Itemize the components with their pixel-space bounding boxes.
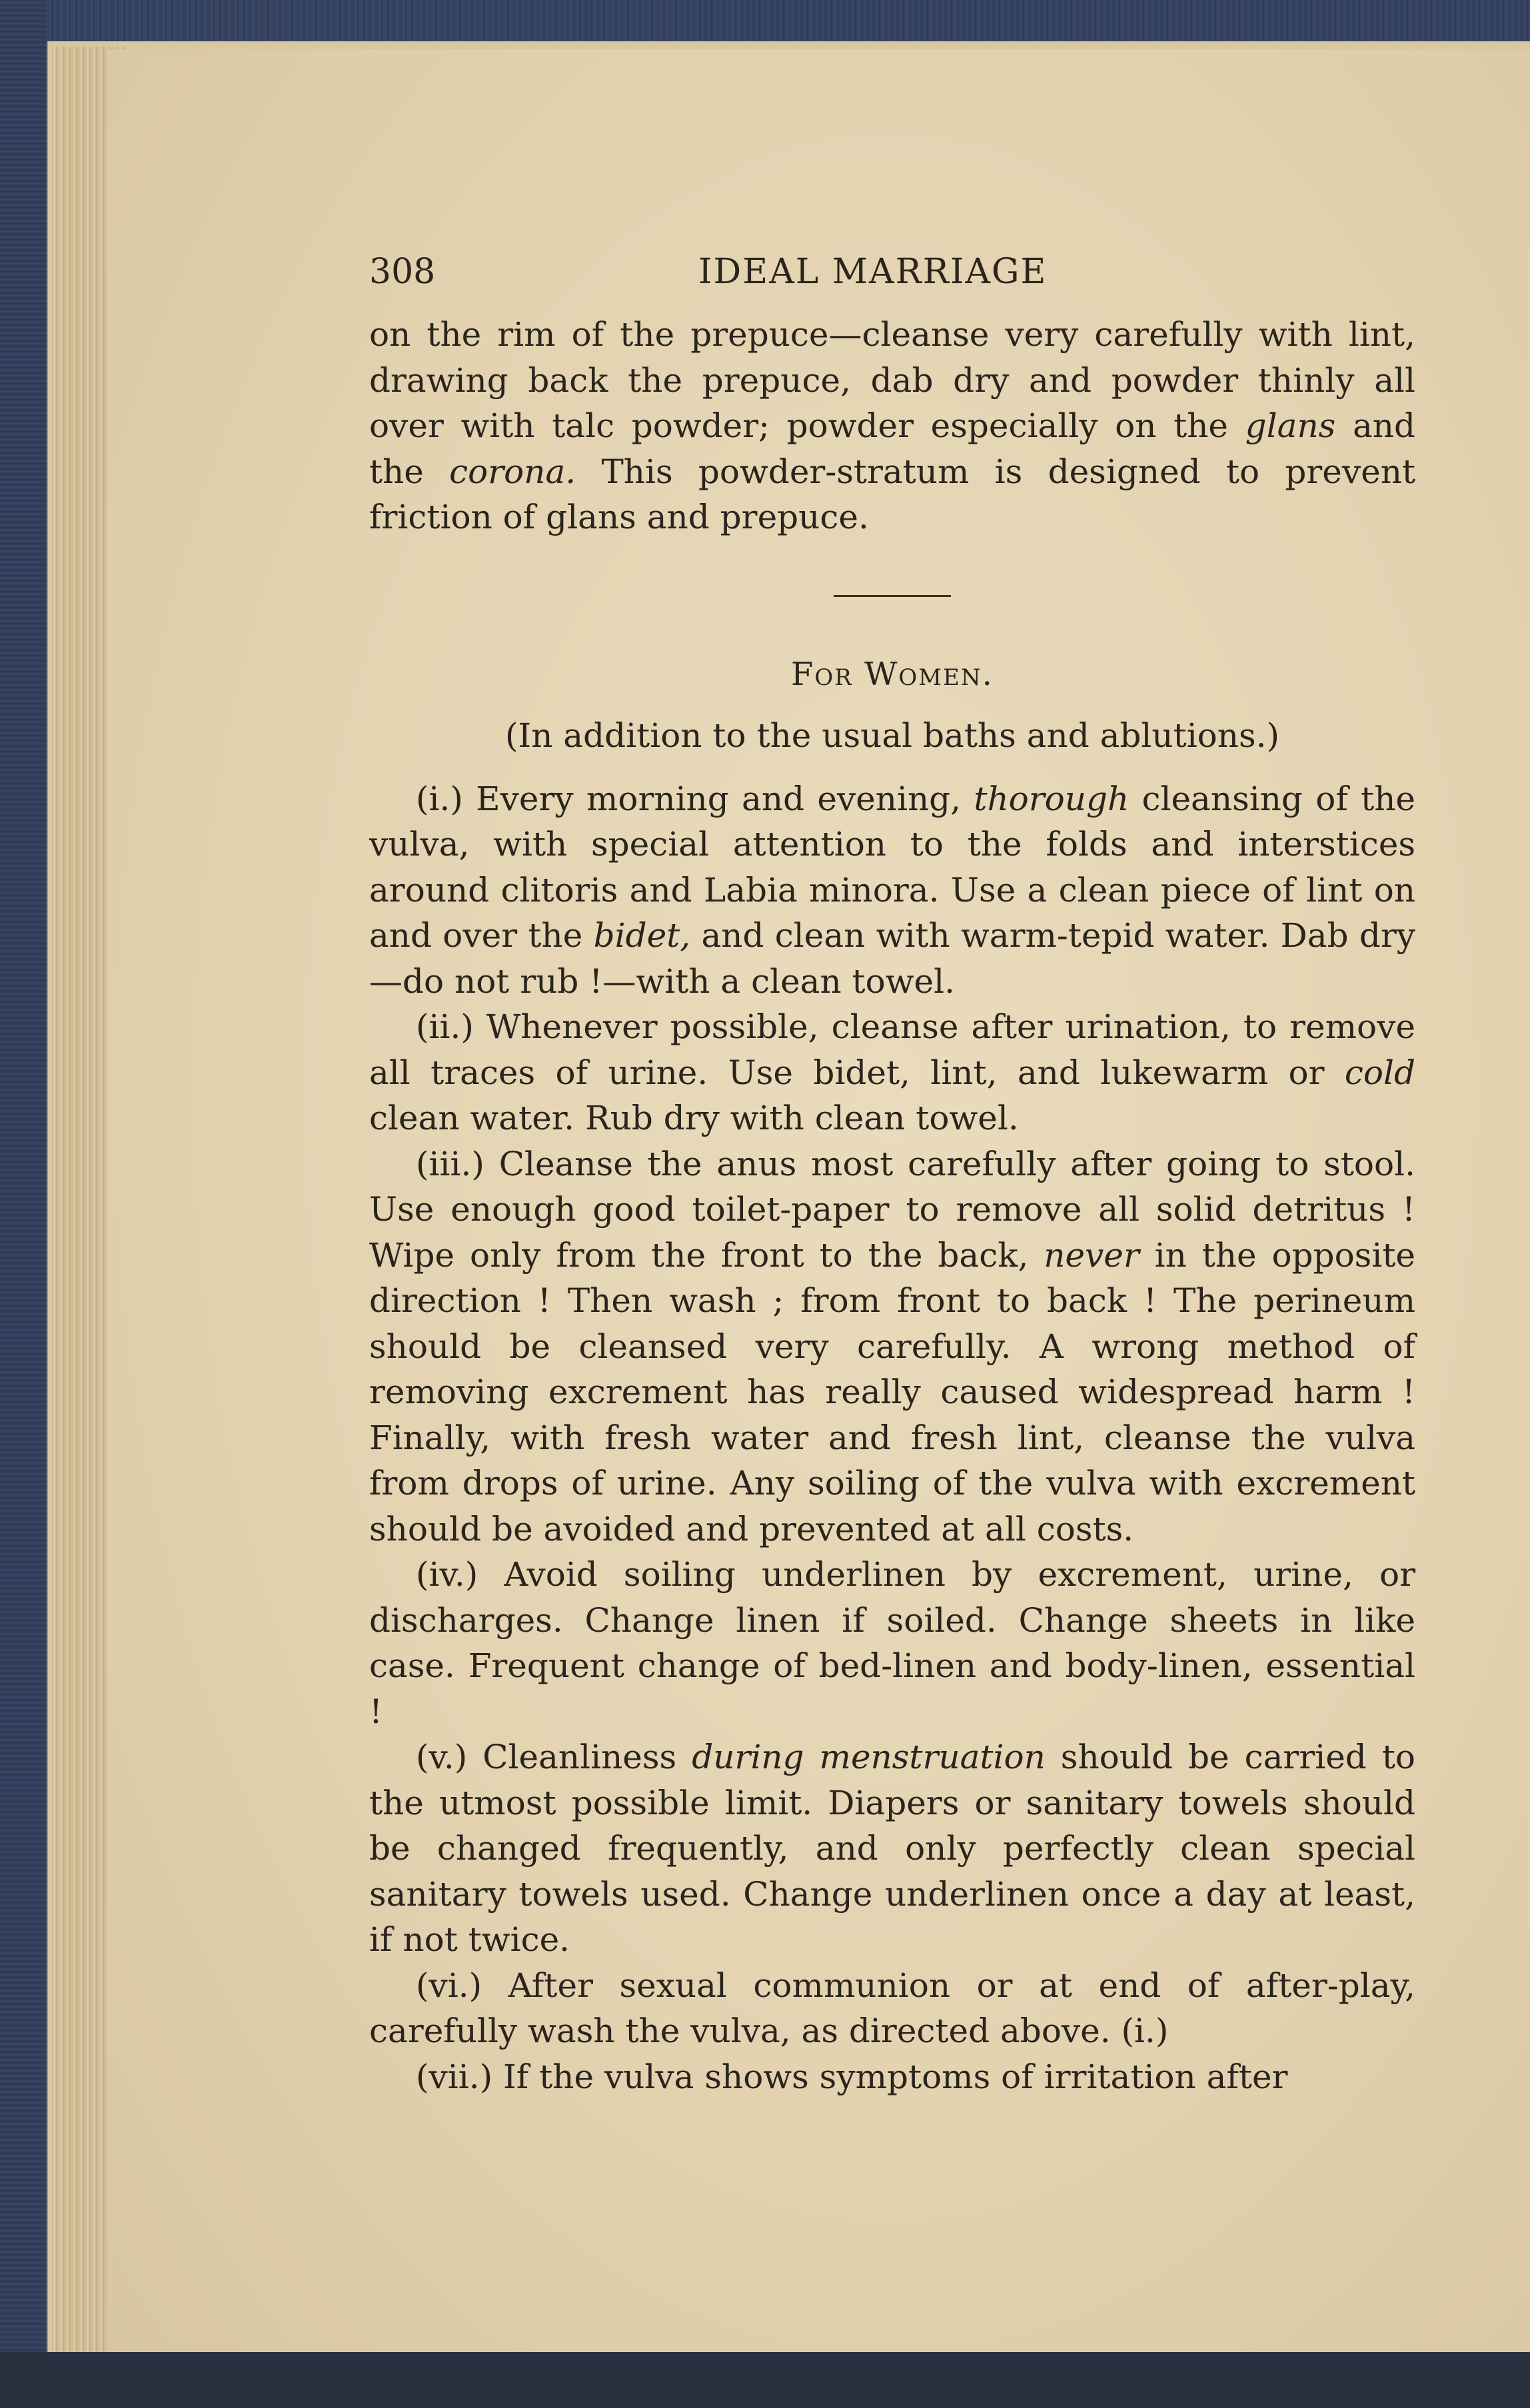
section-heading: For Women. <box>791 655 994 693</box>
list-item: (vii.) If the vulva shows symptoms of irritation after <box>416 2057 1288 2096</box>
section-subheading: (In addition to the usual baths and ablutions.) <box>504 716 1280 755</box>
opening-paragraph: on the rim of the prepuce—cleanse very carefully with lint, drawing back the prepuce, dab dry and powder thinly all over with talc powder; powder especially on the glans and the corona. This powder-stratum is designed to prevent friction of glans and prepuce. <box>369 315 1415 536</box>
list-item: (iii.) Cleanse the anus most carefully after going to stool. Use enough good toilet-paper to remove all solid detritus ! Wipe only from the front to the back, never in the opposite direction ! Then wash ; from front to back ! The perineum should be cleansed very carefully. A wrong method of removing excrement has really caused widespread harm ! Finally, with fresh water and fresh lint, cleanse the vulva from drops of urine. Any soiling of the vulva with excrement should be avoided and prevented at all costs. <box>369 1144 1415 1548</box>
section-divider <box>834 595 951 597</box>
list-item: (vi.) After sexual communion or at end of after-play, carefully wash the vulva, as directed above. (i.) <box>369 1966 1415 2050</box>
page-text <box>369 247 1415 2100</box>
running-head: IDEAL MARRIAGE <box>698 252 1048 292</box>
page-header <box>369 247 1415 300</box>
list-item: (i.) Every morning and evening, thorough cleansing of the vulva, with special attention to the folds and interstices around clitoris and Labia minora. Use a clean piece of lint on and over the bidet, and clean with warm-tepid water. Dab dry—do not rub !—with a clean towel. <box>369 779 1415 1001</box>
list-item: (iv.) Avoid soiling underlinen by excrement, urine, or discharges. Change linen if soiled. Change sheets in like case. Frequent change of bed-linen and body-linen, essential ! <box>369 1555 1415 1731</box>
book-cover-bottom <box>0 2352 1530 2408</box>
book-cover-spine <box>0 0 47 2408</box>
list-item: (ii.) Whenever possible, cleanse after urination, to remove all traces of urine. Use bidet, lint, and lukewarm or cold clean water. Rub dry with clean towel. <box>369 1007 1415 1137</box>
list-item: (v.) Cleanliness during menstruation should be carried to the utmost possible limit. Diapers or sanitary towels should be changed frequently, and only perfectly clean special sanitary towels used. Change underlinen once a day at least, if not twice. <box>369 1738 1416 1959</box>
page-number: 308 <box>369 252 436 292</box>
